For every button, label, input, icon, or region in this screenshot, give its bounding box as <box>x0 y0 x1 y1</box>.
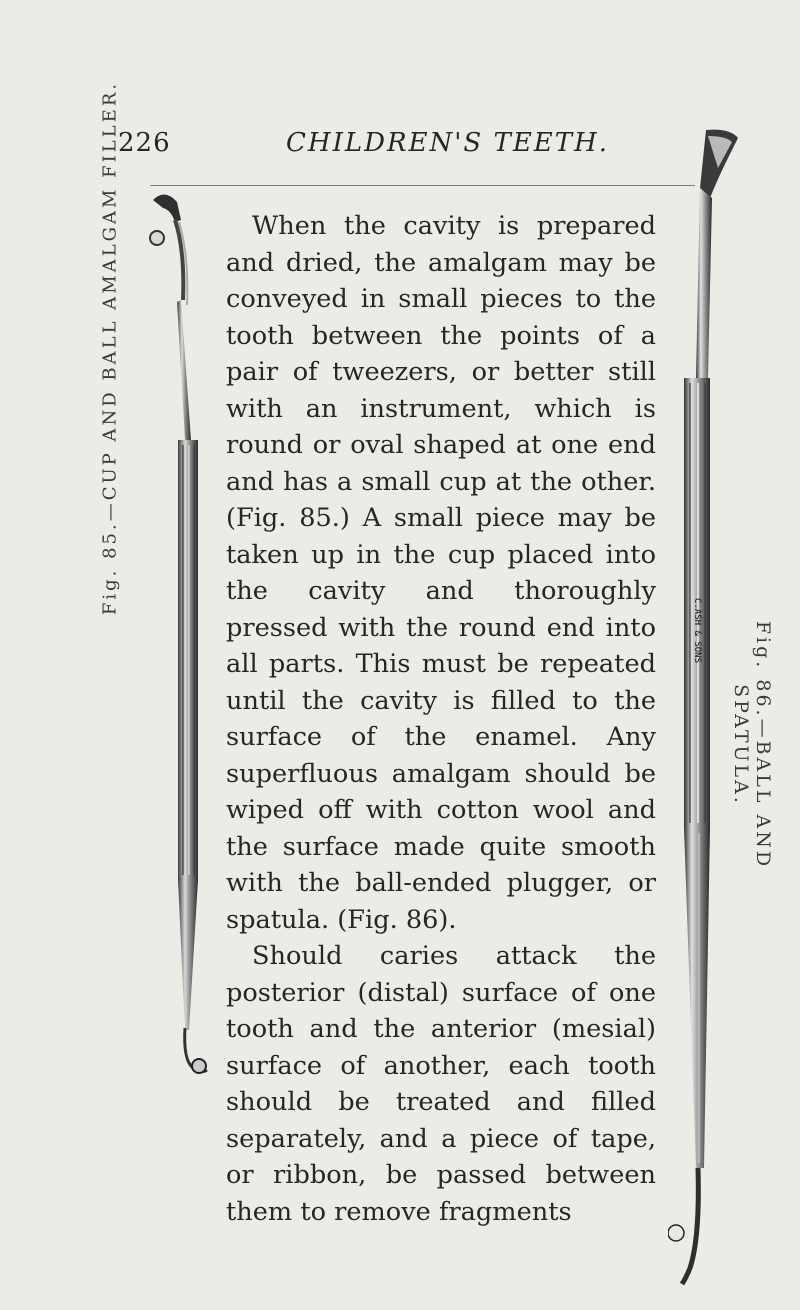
instrument-stamp: C.ASH & SONS <box>692 598 702 664</box>
fig-85-caption: Fig. 85.—CUP AND BALL AMALGAM FILLER. <box>99 80 121 616</box>
paragraph-1: When the cavity is prepared and dried, the amalgam may be conveyed in small pieces to the tooth between the points of a pair of tweezers, or better still with an instrument, which is round or oval shaped at one end and has a small cup at the other. (Fig. 85.) A small piece may be taken up in the cup placed into the cavity and thoroughly pressed with the round end into all parts. This must be repeated until the cavity is filled to the surface of the enamel. Any superfluous amalgam should be wiped off with cotton wool and the surface made quite smooth with the ball-ended plugger, or spatula. (Fig. 86). <box>226 211 656 935</box>
cup-and-ball-filler-illustration <box>145 190 215 1090</box>
header-rule <box>150 185 695 186</box>
paragraph-2: Should caries attack the posterior (distal) surface of one tooth and the anterior (mesial) surface of another, each tooth should be treated and filled separately, and a piece of tape, or ribbon, be passed between them to remove fragments <box>226 941 656 1227</box>
fig-86-caption: Fig. 86.—BALL AND SPATULA. <box>730 620 774 870</box>
page-number: 226 <box>118 128 171 158</box>
running-head: CHILDREN'S TEETH. <box>286 128 610 158</box>
body-text <box>226 208 656 1230</box>
